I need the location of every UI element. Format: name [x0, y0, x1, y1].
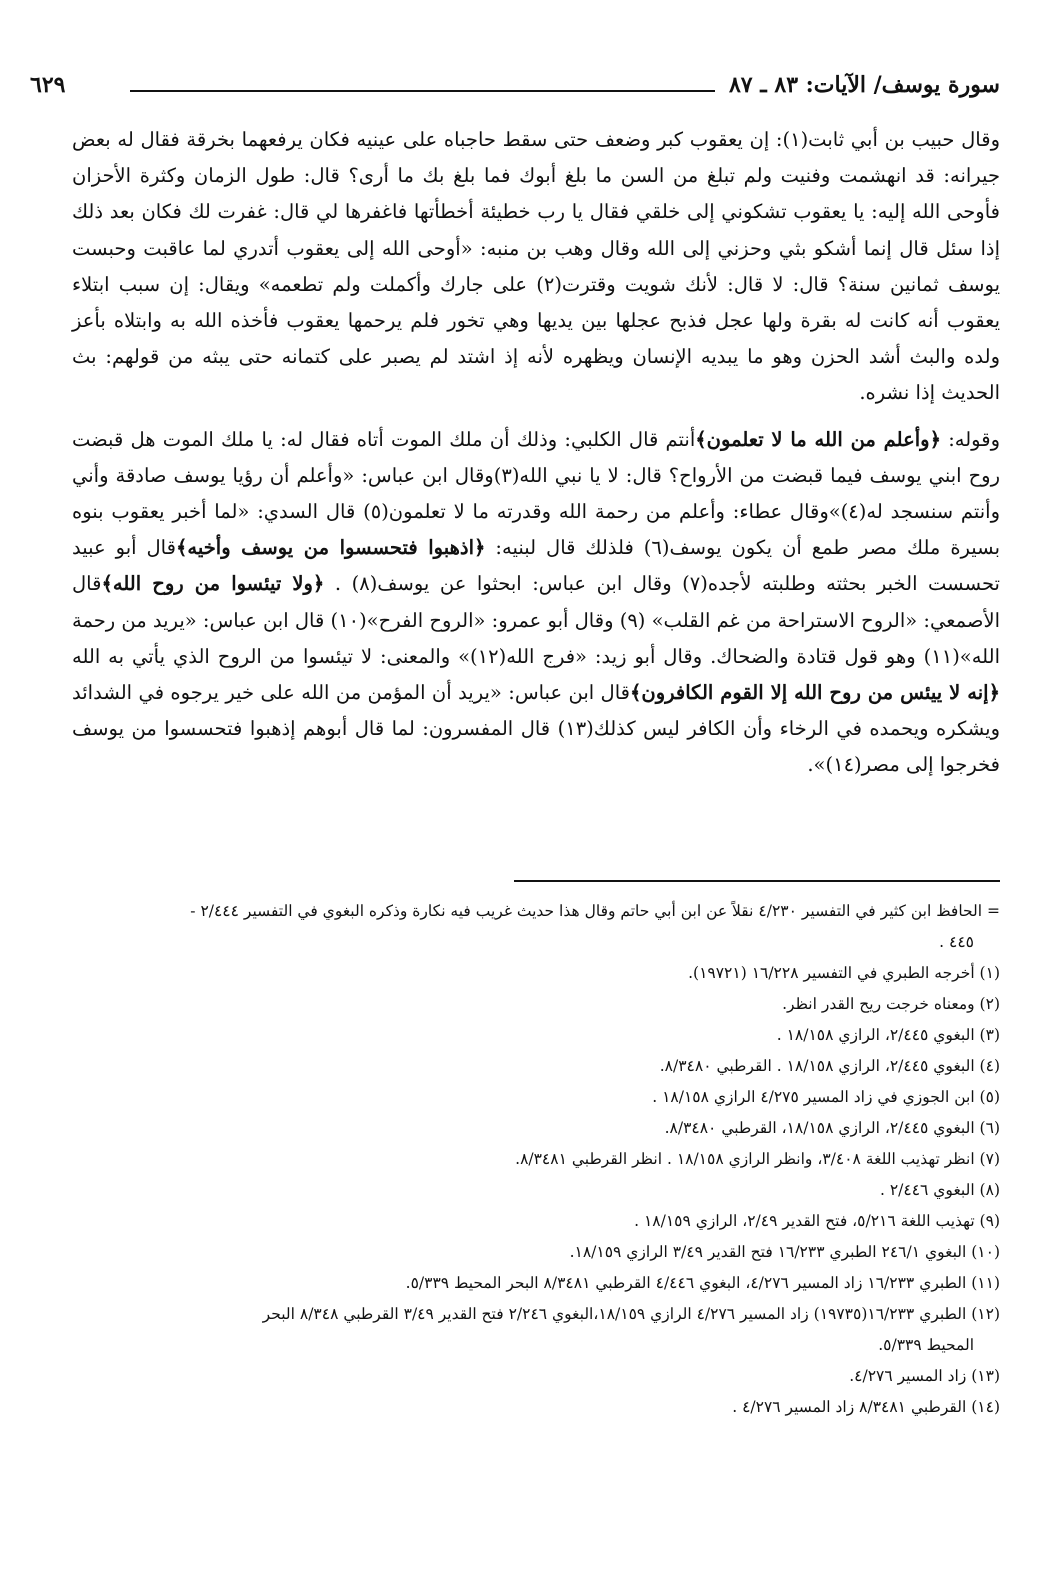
footnote: (٦) البغوي ٢/٤٤٥، الرازي ١٨/١٥٨، القرطبي ٨/٣٤٨٠. — [664, 1119, 1000, 1137]
text-segment: قال الأصمعي: «الروح الاستراحة من غم القلب» (٩) وقال أبو عمرو: «الروح الفرح»(١٠) قال ابن عباس: «يريد من رحمة الله»(١١) وهو قول قتادة والضحاك. وقال أبو زيد: «فرج الله(١٢)» والمعنى: لا تيئسوا من الروح الذي يأتي به الله — [72, 572, 1000, 668]
header-rule — [130, 90, 715, 92]
text-segment: أنتم قال الكلبي: وذلك أن ملك الموت أتاه فقال له: يا ملك الموت هل قبضت روح ابني يوسف فيما قبضت من الأرواح؟ قال: لا يا نبي الله(٣)وقال ابن عباس: «وأعلم أن رؤيا يوسف صادقة وأني وأنتم سنسجد له(٤)»وقال عطاء: وأعلم من رحمة الله وقدرته ما لا تعلمون(٥) قال السدي: «لما أخبر يعقوب بنوه بسيرة ملك مصر طمع أن يكون يوسف(٦) فلذلك قال لبنيه: — [72, 427, 1001, 560]
paragraph — [72, 122, 1000, 412]
main-text — [72, 122, 1000, 784]
paragraph — [72, 422, 1000, 784]
footnote: ٤٤٥ . — [939, 933, 974, 951]
page-number: ٦٢٩ — [30, 72, 66, 98]
footnote: = الحافظ ابن كثير في التفسير ٤/٢٣٠ نقلاً عن ابن أبي حاتم وقال هذا حديث غريب فيه نكارة وذكره البغوي في التفسير ٢/٤٤٤ - — [190, 902, 1000, 920]
page-header — [30, 68, 1000, 108]
footnote-separator — [514, 880, 1000, 882]
text-segment: قال ابن عباس: «يريد أن المؤمن من الله على خير يرجوه في الشدائد ويشكره ويحمده في الرخاء وأن الكافر ليس كذلك(١٣) قال المفسرون: لما قال أبوهم إذهبوا فتحسسوا من يوسف فخرجوا إلى مصر(١٤)». — [72, 681, 1001, 777]
footnote: (١٢) الطبري ١٦/٢٣٣(١٩٧٣٥) زاد المسير ٤/٢٧٦ الرازي ١٨/١٥٩،البغوي ٢/٢٤٦ فتح القدير ٣/٤٩ القرطبي ٨/٣٤٨ البحر — [262, 1305, 1000, 1323]
running-title: سورة يوسف/ الآيات: ٨٣ ـ ٨٧ — [728, 72, 1000, 98]
footnote: (٩) تهذيب اللغة ٥/٢١٦، فتح القدير ٢/٤٩، الرازي ١٨/١٥٩ . — [634, 1212, 1000, 1230]
footnote: (١٣) زاد المسير ٤/٢٧٦. — [849, 1367, 1000, 1385]
footnote: (٤) البغوي ٢/٤٤٥، الرازي ١٨/١٥٨ . القرطبي ٨/٣٤٨٠. — [659, 1057, 1000, 1075]
footnote: (٥) ابن الجوزي في زاد المسير ٤/٢٧٥ الرازي ١٨/١٥٨ . — [652, 1088, 1000, 1106]
footnote: (٢) ومعناه خرجت ريح القدر انظر. — [782, 995, 1000, 1013]
footnote: (٣) البغوي ٢/٤٤٥، الرازي ١٨/١٥٨ . — [776, 1026, 1000, 1044]
footnote: (٨) البغوي ٢/٤٤٦ . — [879, 1181, 1000, 1199]
footnote: (٧) انظر تهذيب اللغة ٣/٤٠٨، وانظر الرازي ١٨/١٥٨ . انظر القرطبي ٨/٣٤٨١. — [515, 1150, 1000, 1168]
footnote: (١) أخرجه الطبري في التفسير ١٦/٢٢٨ (١٩٧٢١). — [688, 964, 1000, 982]
footnote: (١١) الطبري ١٦/٢٣٣ زاد المسير ٤/٢٧٦، البغوي ٤/٤٤٦ القرطبي ٨/٣٤٨١ البحر المحيط ٥/٣٣٩. — [405, 1274, 1000, 1292]
quran-quote: ﴿اذهبوا فتحسسوا من يوسف وأخيه﴾ — [175, 536, 486, 560]
quran-quote: ﴿وأعلم من الله ما لا تعلمون﴾ — [695, 427, 941, 451]
footnotes — [72, 896, 1000, 1423]
quran-quote: ﴿إنه لا ييئس من روح الله إلا القوم الكافرون﴾ — [630, 681, 1000, 705]
text-segment: وقوله: — [941, 427, 1000, 451]
text-segment: وقال حبيب بن أبي ثابت(١): إن يعقوب كبر وضعف حتى سقط حاجباه على عينيه فكان يرفعهما بخرقة فقال له بعض جيرانه: قد انهشمت وفنيت ولم تبلغ من السن ما بلغ أبوك فما بلغ بك ما أرى؟ قال: طول الزمان وكثرة الأحزان فأوحى الله إليه: يا يعقوب تشكوني إلى خلقي فقال يا رب خطيئة أخطأتها فاغفرها لي قال: غفرت لك فكان بعد ذلك إذا سئل قال إنما أشكو بثي وحزني إلى الله وقال وهب بن منبه: «أوحى الله إلى يعقوب أتدري لما عاقبت وحبست يوسف ثمانين سنة؟ قال: لا قال: لأنك شويت وقترت(٢) على جارك وأكملت ولم تطعمه» ويقال: إن سبب ابتلاء يعقوب أنه كانت له بقرة ولها عجل فذبح عجلها بين يديها وهي تخور فلم يرحمها يعقوب فأخذه الله به وابتلاه بأعز ولده والبث أشد الحزن وهو ما يبديه الإنسان ويظهره لأنه إذ اشتد لم يصبر على كتمانه حتى يبثه من قولهم: بث الحديث إذا نشره. — [72, 128, 1000, 405]
footnote: (١٤) القرطبي ٨/٣٤٨١ زاد المسير ٤/٢٧٦ . — [732, 1398, 1000, 1416]
quran-quote: ﴿ولا تيئسوا من روح الله﴾ — [101, 572, 325, 596]
footnote: المحيط ٥/٣٣٩. — [878, 1336, 974, 1354]
text-segment: قال أبو عبيد تحسست الخبر بحثته وطلبته لأجده(٧) وقال ابن عباس: ابحثوا عن يوسف(٨) . — [72, 536, 1000, 596]
footnote: (١٠) البغوي ٢٤٦/١ الطبري ١٦/٢٣٣ فتح القدير ٣/٤٩ الرازي ١٨/١٥٩. — [569, 1243, 1000, 1261]
